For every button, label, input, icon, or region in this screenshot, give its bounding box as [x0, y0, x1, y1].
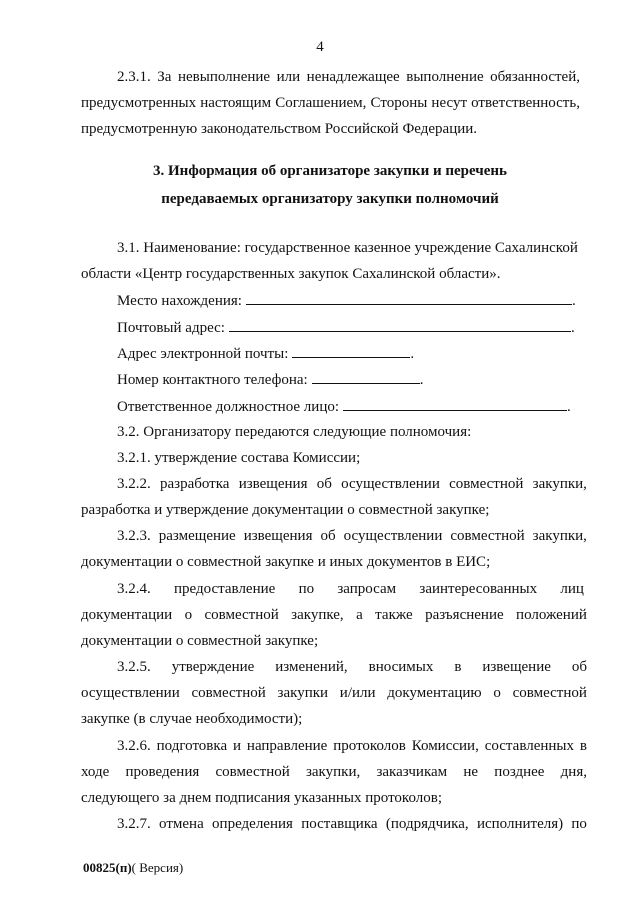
section-heading-line-2: передаваемых организатору закупки полномочий: [161, 191, 499, 207]
word: совместной: [191, 685, 266, 701]
word: и/или: [339, 685, 376, 701]
word: документации: [81, 607, 173, 623]
word: и: [233, 738, 242, 754]
item-3-2-4-line-2: [81, 606, 587, 624]
word: об: [320, 528, 336, 544]
location-blank: [246, 291, 572, 305]
word: несут: [431, 95, 467, 111]
word: настоящим: [200, 95, 272, 111]
item-3-2-5-line-2: [81, 684, 587, 702]
para-3-1-line-2: области «Центр государственных закупок Сахалинской области».: [81, 266, 501, 282]
word: Соглашением,: [275, 95, 367, 111]
word: в: [579, 738, 587, 754]
word: исполнителя): [476, 816, 564, 832]
word: За: [157, 69, 172, 85]
location-dot: .: [571, 293, 576, 309]
word: совместной: [512, 685, 587, 701]
email-dot: .: [410, 346, 415, 362]
word: по: [571, 816, 587, 832]
item-3-2-5-line-1: [117, 658, 587, 676]
word: извещения: [238, 476, 308, 492]
word: обязанностей,: [490, 69, 580, 85]
para-3-2: 3.2. Организатору передаются следующие полномочия:: [117, 424, 472, 440]
email-field: [117, 344, 414, 363]
word: документацию: [387, 685, 482, 701]
postal-label: Почтовый адрес:: [117, 320, 225, 336]
item-3-2-2-line-2: разработка и утверждение документации о совместной закупке;: [81, 502, 490, 518]
word: протоколов: [333, 738, 406, 754]
word: не: [463, 764, 479, 780]
item-3-2-4-line-1: [117, 580, 584, 598]
word: 3.2.2.: [117, 476, 151, 492]
word: поставщика: [301, 816, 378, 832]
word: по: [298, 581, 315, 597]
word: (подрядчика,: [385, 816, 469, 832]
phone-label: Номер контактного телефона:: [117, 372, 308, 388]
word: размещение: [158, 528, 236, 544]
item-3-2-2-line-1: [117, 475, 587, 493]
item-3-2-3-line-2: документации о совместной закупке и иных документов в ЕИС;: [81, 554, 491, 570]
word: Стороны: [370, 95, 428, 111]
word: об: [571, 659, 587, 675]
word: совместной: [204, 607, 279, 623]
word: разъяснение: [425, 607, 504, 623]
item-3-2-6-line-1: [117, 737, 587, 755]
word: закупки,: [532, 476, 587, 492]
word: положений: [516, 607, 587, 623]
footer-version: ( Версия): [131, 860, 184, 875]
location-field: [117, 291, 576, 310]
word: осуществлении: [81, 685, 180, 701]
para-2-3-1-line-1: [117, 68, 580, 86]
word: заказчикам: [376, 764, 448, 780]
word: или: [276, 69, 301, 85]
word: заинтересованных: [419, 581, 538, 597]
word: об: [316, 476, 332, 492]
word: осуществлении: [343, 528, 443, 544]
section-heading-line-1: 3. Информация об организаторе закупки и перечень: [153, 163, 507, 179]
word: 3.2.5.: [117, 659, 151, 675]
para-2-3-1-line-2: [81, 94, 580, 112]
word: осуществлении: [341, 476, 440, 492]
word: предоставление: [174, 581, 276, 597]
email-blank: [292, 344, 410, 358]
word: запросам: [337, 581, 397, 597]
word: о: [493, 685, 501, 701]
word: совместной: [449, 476, 524, 492]
email-label: Адрес электронной почты:: [117, 346, 289, 362]
word: выполнение: [406, 69, 484, 85]
item-3-2-1: 3.2.1. утверждение состава Комиссии;: [117, 450, 361, 466]
word: позднее: [494, 764, 545, 780]
word: закупки,: [532, 528, 587, 544]
word: подготовка: [156, 738, 228, 754]
word: ходе: [81, 764, 110, 780]
postal-dot: .: [570, 320, 575, 336]
item-3-2-3-line-1: [117, 527, 587, 545]
word: о: [184, 607, 193, 623]
footer-code: 00825(п): [83, 860, 132, 875]
word: 3.2.7.: [117, 816, 151, 832]
word: разработка: [160, 476, 230, 492]
word: ненадлежащее: [306, 69, 400, 85]
word: проведения: [125, 764, 200, 780]
item-3-2-7-line-1: [117, 815, 587, 833]
word: закупки: [277, 685, 329, 701]
footer: [83, 859, 183, 877]
item-3-2-6-line-2: [81, 763, 587, 781]
word: извещение: [482, 659, 551, 675]
word: утверждение: [171, 659, 255, 675]
para-3-1-line-1: 3.1. Наименование: государственное казенное учреждение Сахалинской: [117, 240, 578, 256]
phone-blank: [312, 370, 420, 384]
word: извещения: [243, 528, 313, 544]
official-blank: [343, 397, 567, 411]
para-2-3-1-line-3: предусмотренную законодательством Российской Федерации.: [81, 121, 478, 137]
word: 3.2.6.: [117, 738, 151, 754]
word: в: [454, 659, 462, 675]
word: а: [356, 607, 363, 623]
postal-field: [117, 318, 575, 337]
word: направление: [246, 738, 328, 754]
official-dot: .: [567, 399, 571, 415]
word: 2.3.1.: [117, 69, 151, 85]
word: закупки,: [305, 764, 361, 780]
item-3-2-6-line-3: следующего за днем подписания указанных протоколов;: [81, 790, 442, 806]
word: 3.2.4.: [117, 581, 151, 597]
word: закупке,: [291, 607, 344, 623]
word: ответственность,: [471, 95, 580, 111]
page-number: 4: [316, 39, 324, 55]
word: совместной: [215, 764, 290, 780]
phone-field: [117, 370, 423, 389]
word: вносимых: [368, 659, 434, 675]
word: Комиссии,: [411, 738, 479, 754]
official-label: Ответственное должностное лицо:: [117, 399, 340, 415]
word: невыполнение: [178, 69, 271, 85]
word: также: [375, 607, 413, 623]
postal-blank: [229, 318, 571, 332]
word: совместной: [450, 528, 525, 544]
item-3-2-5-line-3: закупке (в случае необходимости);: [81, 711, 303, 727]
word: дня,: [560, 764, 587, 780]
word: предусмотренных: [81, 95, 197, 111]
phone-dot: .: [419, 372, 424, 388]
word: определения: [212, 816, 293, 832]
word: изменений,: [275, 659, 348, 675]
official-field: [117, 397, 571, 416]
word: составленных: [484, 738, 574, 754]
word: 3.2.3.: [117, 528, 151, 544]
location-label: Место нахождения:: [117, 293, 242, 309]
word: отмена: [159, 816, 204, 832]
word: лиц: [560, 581, 584, 597]
item-3-2-4-line-3: документации о совместной закупке;: [81, 633, 319, 649]
